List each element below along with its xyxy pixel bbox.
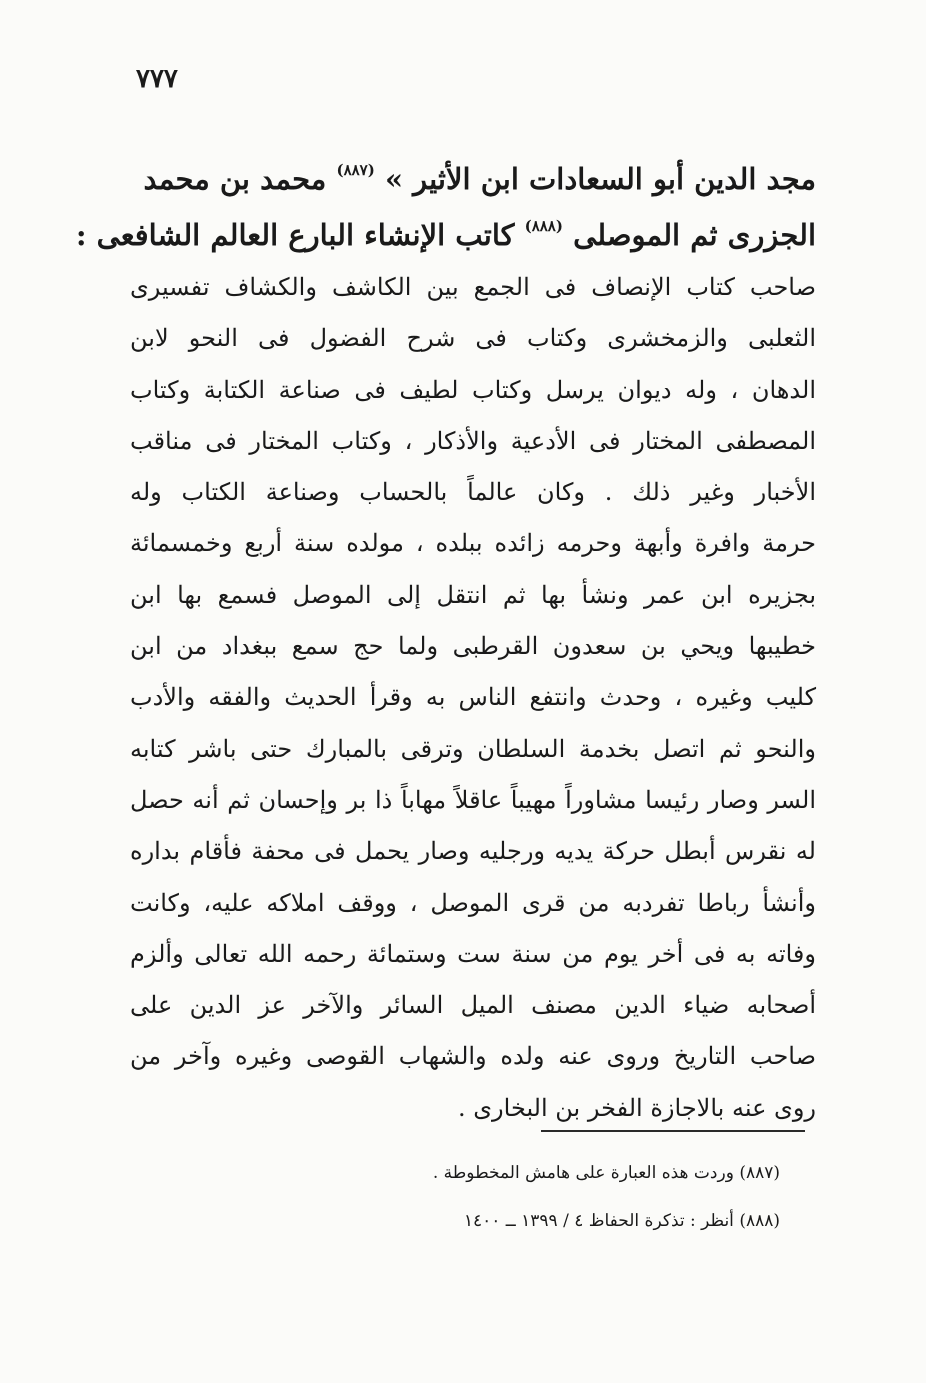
text-line: الدهان ، وله ديوان يرسل وكتاب لطيف فى صناعة الكتابة وكتاب [130, 375, 816, 404]
text-line: صاحب كتاب الإنصاف فى الجمع بين الكاشف والكشاف تفسيرى [130, 273, 816, 301]
text-line: بجزيره ابن عمر ونشأ بها ثم انتقل إلى الموصل فسمع بها ابن [130, 580, 816, 609]
text-line: والنحو ثم اتصل بخدمة السلطان وترقى بالمبارك حتى باشر كتابه [130, 734, 816, 763]
text-line: له نقرس أبطل حركة يديه ورجليه وصار يحمل فى محفة فأقام بداره [130, 837, 816, 866]
text-line: روى عنه بالاجازة الفخر بن البخارى . [458, 1093, 816, 1122]
text-line: الثعلبى والزمخشرى وكتاب فى شرح الفضول فى النحو لابن [130, 324, 816, 353]
text-line: كليب وغيره ، وحدث وانتفع الناس به وقرأ الحديث والفقه والأدب [130, 683, 816, 712]
footnote: (٨٨٧) وردت هذه العبارة على هامش المخطوطة . [432, 1163, 780, 1183]
text-line: المصطفى المختار فى الأدعية والأذكار ، وكتاب المختار فى مناقب [130, 426, 816, 455]
footnotes [300, 1158, 780, 1254]
heading-text: الجزرى ثم الموصلى [573, 218, 816, 252]
body-text [130, 262, 816, 1134]
footnote: (٨٨٨) أنظر : تذكرة الحفاظ ٤ / ١٣٩٩ ــ ١٤٠٠ [463, 1211, 780, 1231]
text-line: حرمة وافرة وأبهة وحرمه زائده ببلده ، مولده سنة أربع وخمسمائة [130, 529, 816, 558]
heading-text: محمد بن محمد [143, 162, 327, 196]
footnote-reference: (٨٨٨) [524, 217, 563, 235]
footnote-divider [541, 1130, 805, 1132]
footnote-reference: (٨٨٧) [336, 161, 375, 179]
text-line: الأخبار وغير ذلك . وكان عالماً بالحساب وصناعة الكتاب وله [130, 478, 816, 507]
heading-text: كاتب الإنشاء البارع العالم الشافعى : [75, 218, 515, 252]
text-line: خطيبها ويحي بن سعدون القرطبى ولما حج سمع ببغداد من ابن [130, 632, 817, 661]
entry-heading [75, 142, 816, 254]
text-line: السر وصار رئيسا مشاوراً مهيباً عاقلاً مهاباً ذا بر وإحسان ثم أنه حصل [130, 785, 816, 814]
text-line: صاحب التاريخ وروى عنه ولده والشهاب القوصى وغيره وآخر من [130, 1042, 816, 1071]
text-line: وأنشأ رباطا تفردبه من قرى الموصل ، ووقف املاكه عليه، وكانت [130, 888, 816, 917]
heading-line-1 [140, 142, 816, 198]
page-number: ٧٧٧ [136, 64, 178, 94]
heading-line-2 [75, 198, 816, 254]
text-line: وفاته به فى أخر يوم من سنة ست وستمائة رحمه الله تعالى وألزم [130, 939, 816, 968]
text-line: أصحابه ضياء الدين مصنف الميل السائر والآخر عز الدين على [130, 991, 816, 1020]
heading-text: مجد الدين أبو السعادات ابن الأثير » [384, 162, 816, 196]
